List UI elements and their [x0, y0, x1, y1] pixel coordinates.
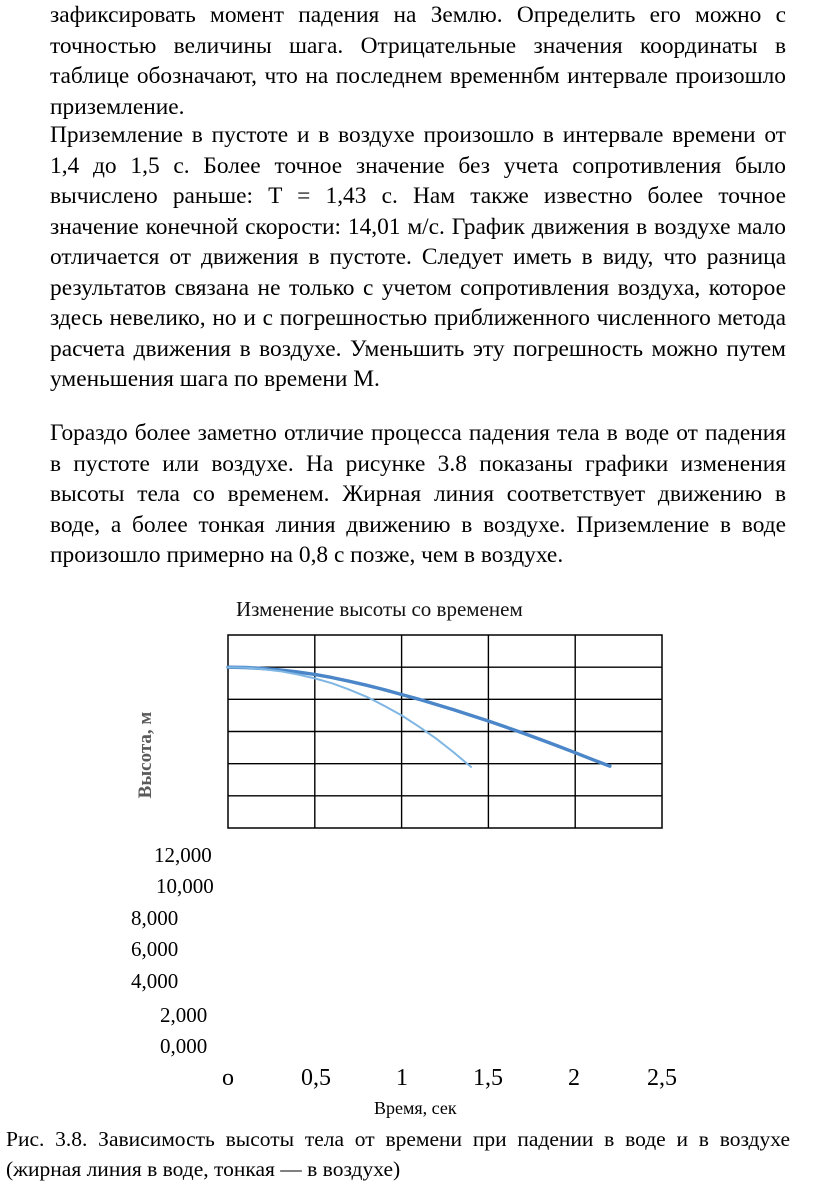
y-tick-label: 4,000 [131, 969, 179, 993]
y-axis-label-box [131, 690, 161, 820]
y-tick-label: 12,000 [154, 843, 212, 867]
x-tick-label: 1,5 [473, 1065, 503, 1091]
x-axis-label: Время, сек [374, 1098, 457, 1118]
chart-title: Изменение высоты со временем [236, 597, 523, 621]
x-tick-label: 1 [396, 1065, 408, 1091]
paragraph-2: Приземление в пустоте и в воздухе произошло в интервале времени от 1,4 до 1,5 с. Более точное значение без учета сопротивления было вычислено раньше: T = 1,43 с. Нам также известно более точное значение конечной скорости: 14,01 м/с. График движения в воздухе мало отличается от движения в пустоте. Следует иметь в виду, что разница результатов связана не только с учетом сопротивления воздуха, которое здесь невелико, но и с погрешностью приближенного численного метода расчета движения в воздухе. Уменьшить эту погрешность можно путем уменьшения шага по времени М. [50, 122, 786, 392]
y-tick-label: 6,000 [131, 937, 179, 961]
series-line-water [228, 667, 610, 766]
y-tick-label: 10,000 [156, 874, 214, 898]
y-axis-label: Высота, м [135, 711, 156, 799]
grid-lines [228, 635, 662, 828]
paragraph-3: Гораздо более заметно отличие процесса падения тела в воде от падения в пустоте или воздухе. На рисунке 3.8 показаны графики изменения высоты тела со временем. Жирная линия соответствует движению в воде, а более тонкая линия движению в воздухе. Приземление в воде произошло примерно на 0,8 с позже, чем в воздухе. [50, 420, 786, 568]
x-tick-label: 0,5 [301, 1065, 331, 1091]
x-tick-label: о [222, 1065, 234, 1091]
paragraph-1: зафиксировать момент падения на Землю. Определить его можно с точностью величины шага. Отрицательные значения координаты в таблице обозначают, что на последнем временнбм интервале произошло приземление. [50, 2, 786, 120]
figure-caption: Рис. 3.8. Зависимость высоты тела от времени при падении в воде и в воздухе (жирная линия в воде, тонкая — в воздухе) [6, 1127, 790, 1181]
y-tick-label: 8,000 [131, 906, 179, 930]
y-tick-label: 0,000 [160, 1034, 208, 1058]
x-tick-label: 2 [568, 1065, 580, 1091]
y-tick-label: 2,000 [160, 1003, 208, 1027]
x-tick-label: 2,5 [647, 1065, 677, 1091]
series-lines [228, 667, 610, 767]
